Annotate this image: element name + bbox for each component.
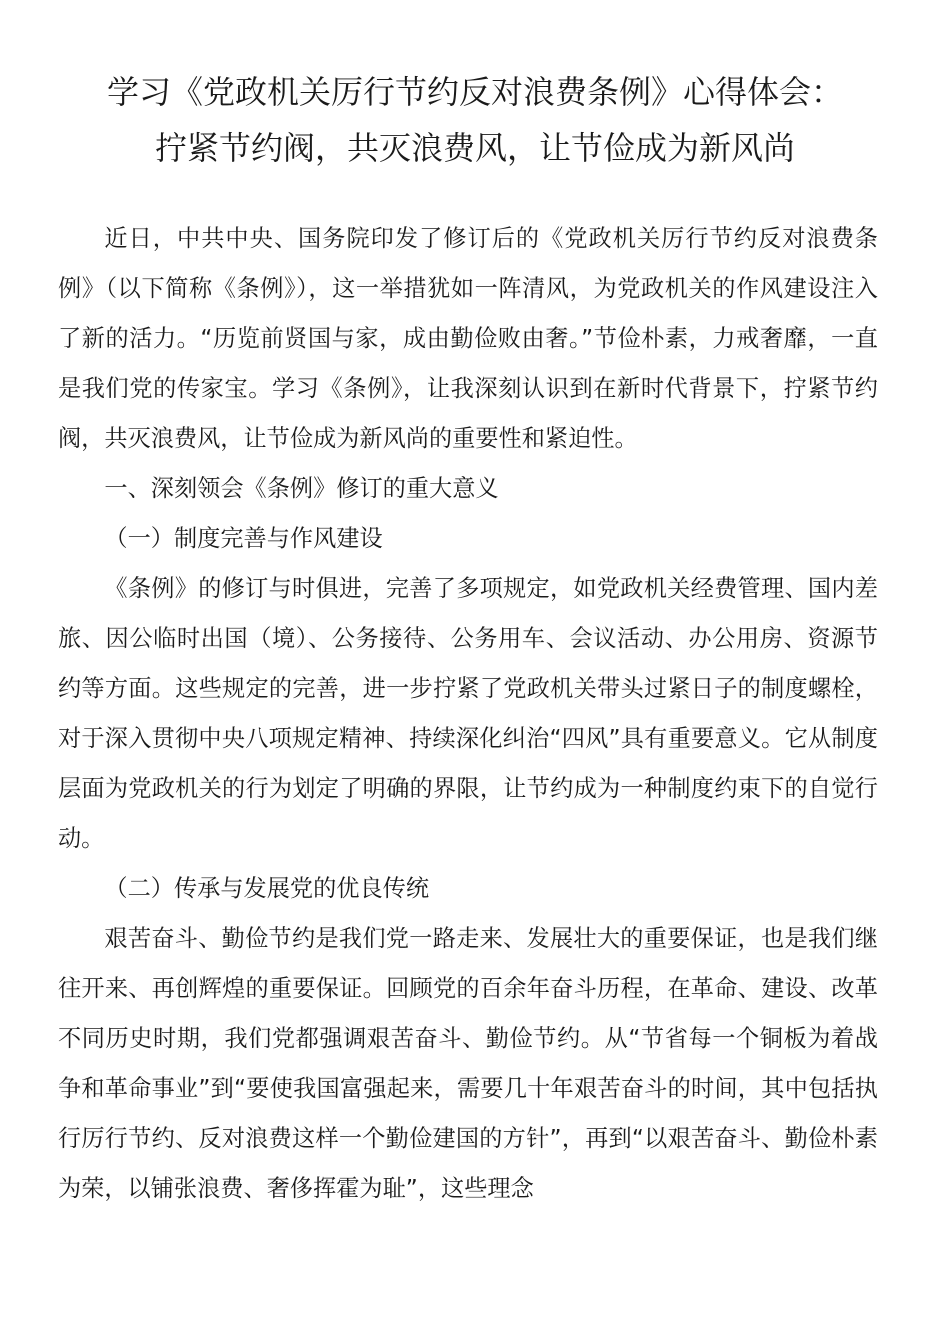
document-body [58, 214, 878, 1214]
paragraph-system: 《条例》的修订与时俱进，完善了多项规定，如党政机关经费管理、国内差旅、因公临时出国（境）、公务接待、公务用车、会议活动、办公用房、资源节约等方面。这些规定的完善，进一步拧紧了党政机关带头过紧日子的制度螺栓，对于深入贯彻中央八项规定精神、持续深化纠治“四风”具有重要意义。它从制度层面为党政机关的行为划定了明确的界限，让节约成为一种制度约束下的自觉行动。 [58, 575, 878, 852]
paragraph-tradition: 艰苦奋斗、勤俭节约是我们党一路走来、发展壮大的重要保证，也是我们继往开来、再创辉煌的重要保证。回顾党的百余年奋斗历程，在革命、建设、改革不同历史时期，我们党都强调艰苦奋斗、勤俭节约。从“节省每一个铜板为着战争和革命事业”到“要使我国富强起来，需要几十年艰苦奋斗的时间，其中包括执行厉行节约、反对浪费这样一个勤俭建国的方针”，再到“以艰苦奋斗、勤俭朴素为荣，以铺张浪费、奢侈挥霍为耻”，这些理念 [58, 925, 878, 1202]
subsection-heading-2: （二）传承与发展党的优良传统 [104, 875, 430, 902]
section-heading-1: 一、深刻领会《条例》修订的重大意义 [104, 475, 499, 502]
title-line-2: 拧紧节约阀，共灭浪费风，让节俭成为新风尚 [154, 129, 795, 167]
title-line-1: 学习《党政机关厉行节约反对浪费条例》心得体会： [106, 73, 843, 111]
subsection-heading-1: （一）制度完善与作风建设 [104, 525, 383, 552]
paragraph-intro: 近日，中共中央、国务院印发了修订后的《党政机关厉行节约反对浪费条例》（以下简称《条例》），这一举措犹如一阵清风，为党政机关的作风建设注入了新的活力。“历览前贤国与家，成由勤俭败由奢。”节俭朴素，力戒奢靡，一直是我们党的传家宝。学习《条例》，让我深刻认识到在新时代背景下，拧紧节约阀，共灭浪费风，让节俭成为新风尚的重要性和紧迫性。 [58, 225, 878, 452]
document-title [40, 64, 910, 176]
